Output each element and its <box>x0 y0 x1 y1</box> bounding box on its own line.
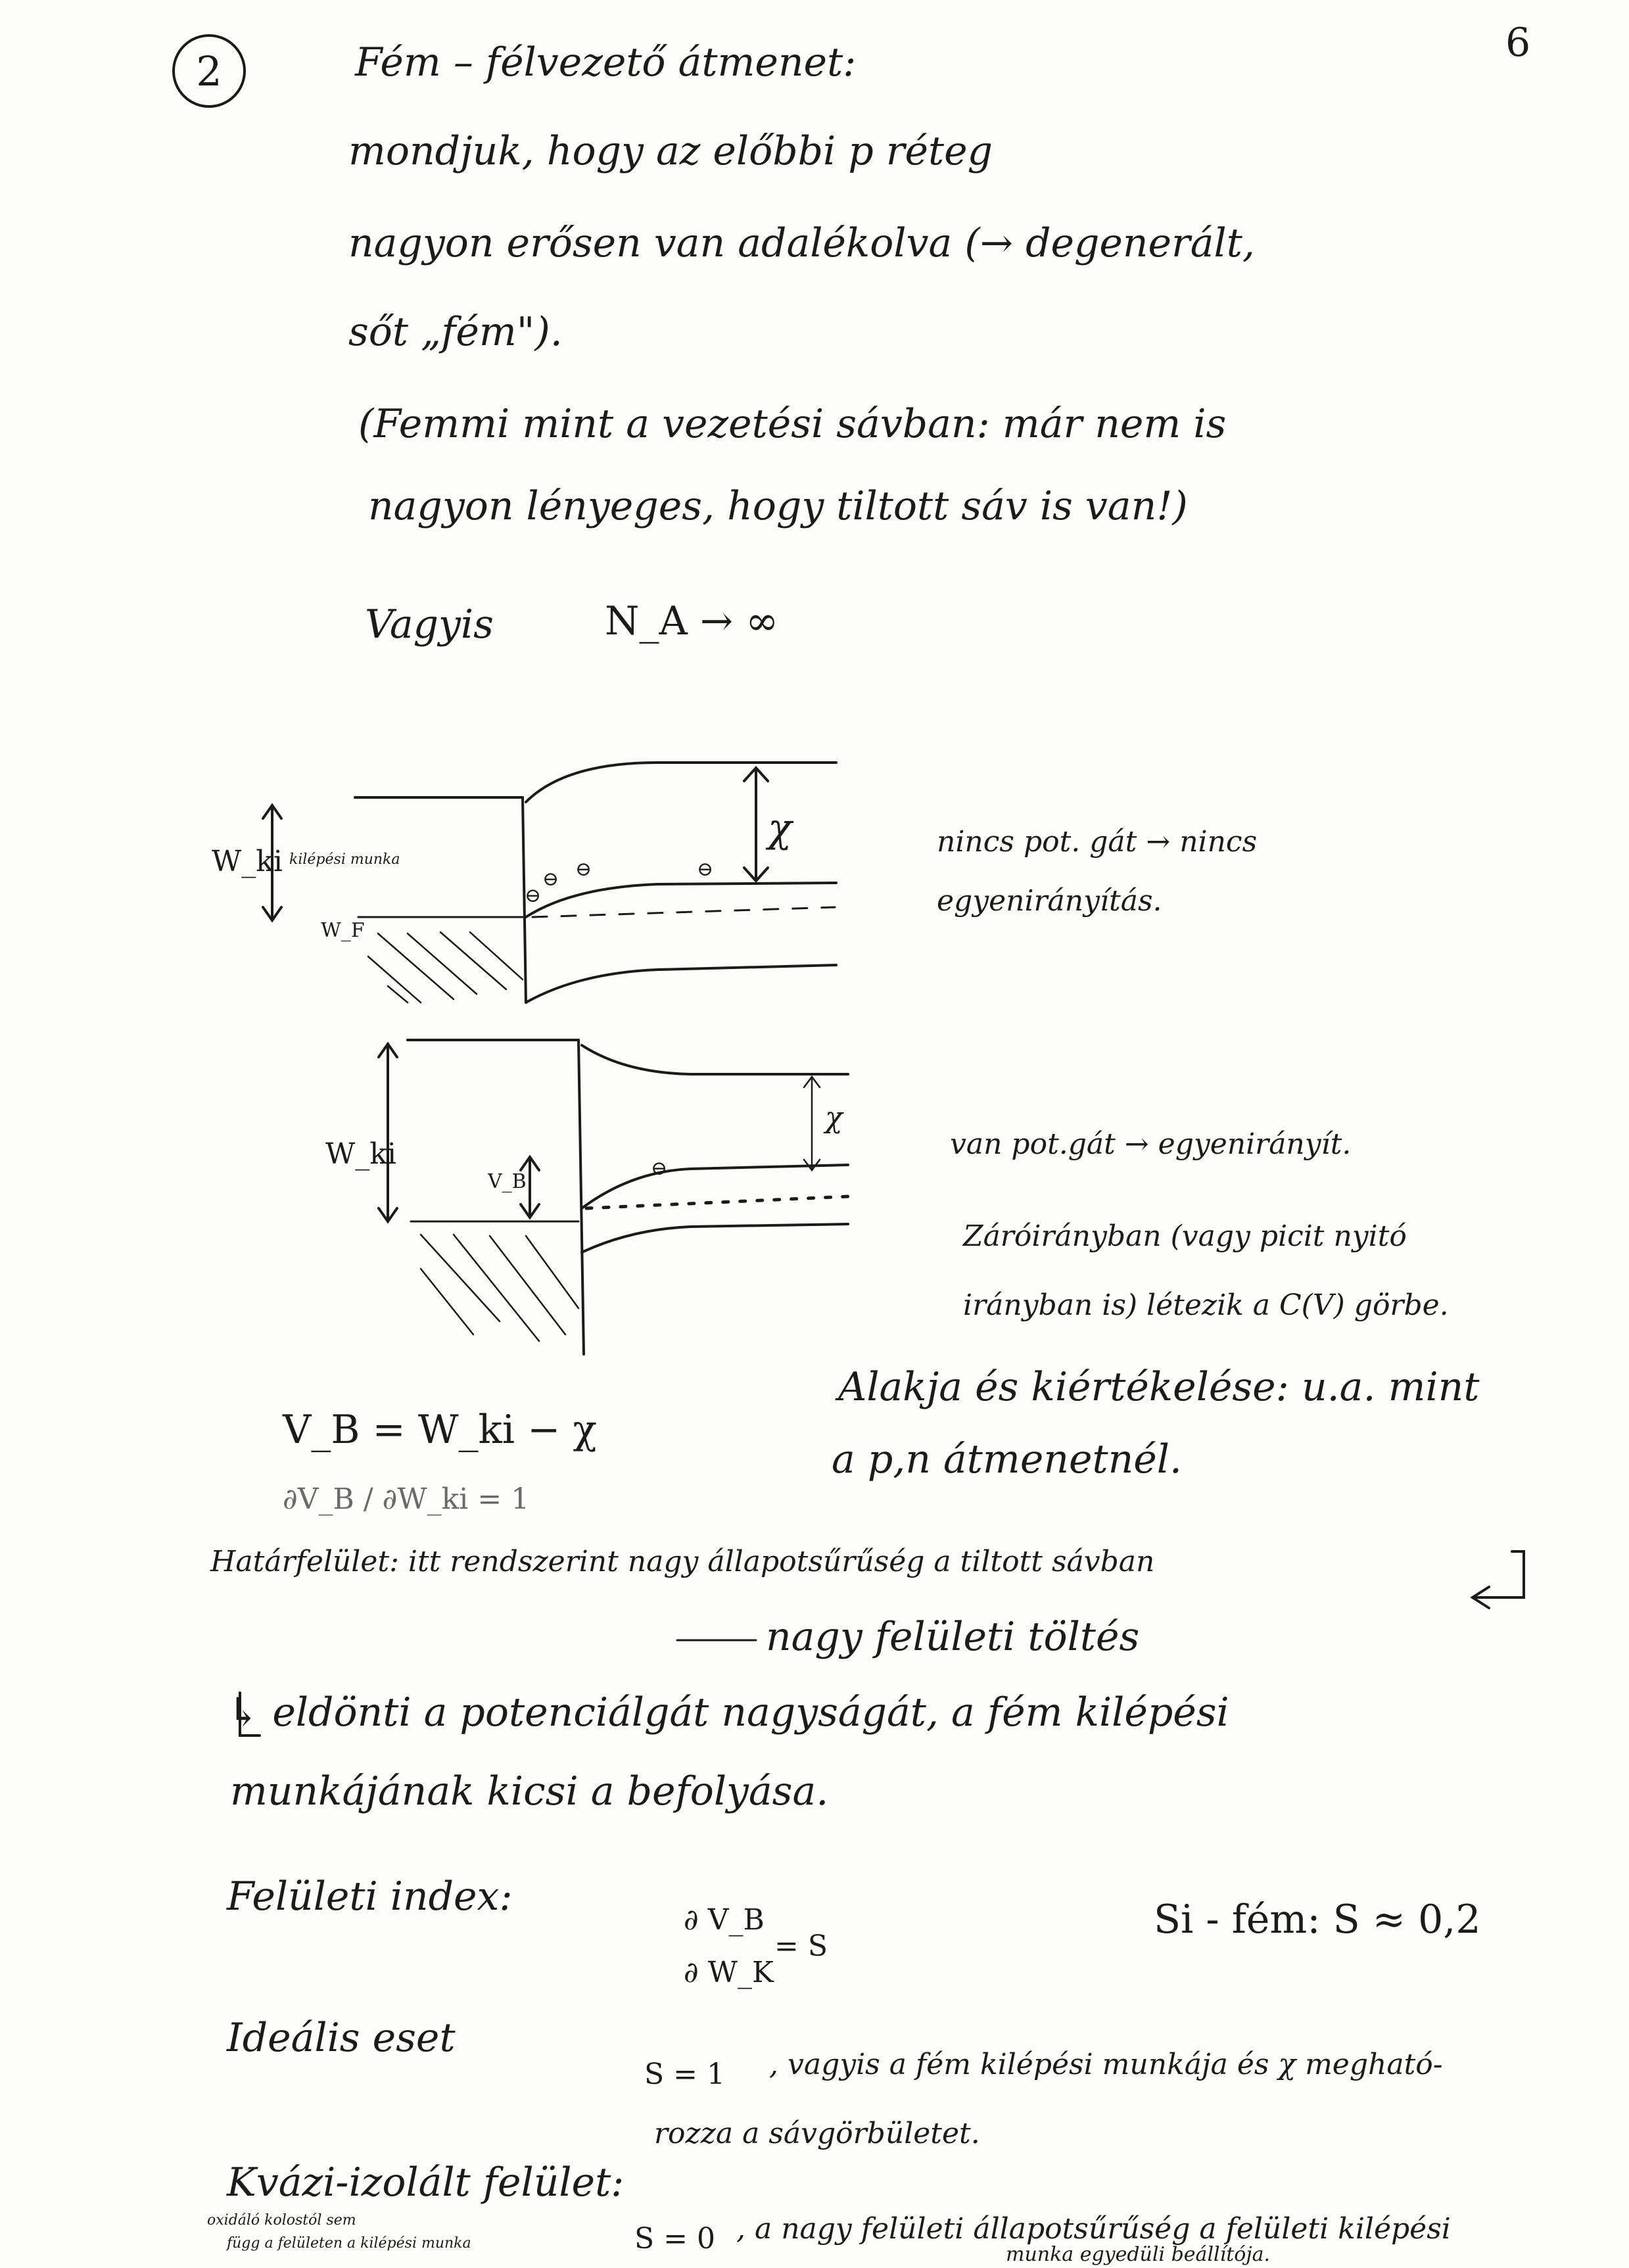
electron-2: ⊖ <box>542 868 559 891</box>
electron-1: ⊖ <box>525 884 542 907</box>
s-equals-0: S = 0 <box>634 2222 715 2256</box>
note-line-2: nagyon lényeges, hogy tiltott sáv is van!) <box>368 483 1188 529</box>
bottom-note: van pot.gát → egyenirányít. <box>950 1127 1352 1161</box>
bottom-band-diagram <box>379 1040 848 1354</box>
vb-label: V_B <box>488 1170 527 1193</box>
page-title: Fém – félvezető átmenet: <box>355 39 857 85</box>
alakja-line-2: a p,n átmenetnél. <box>832 1436 1182 1482</box>
electron-4: ⊖ <box>697 858 714 881</box>
alakja-line-1: Alakja és kiértékelése: u.a. mint <box>838 1364 1480 1410</box>
hatarfelulet-line-3: ↳ eldönti a potenciálgát nagyságát, a fém kilépési <box>227 1689 1229 1736</box>
intro-line-3: sőt „fém"). <box>348 309 563 355</box>
kilepesi-munka-label: kilépési munka <box>289 851 400 868</box>
kvazi-text-1: , a nagy felületi állapotsűrűség a felületi kilépési <box>736 2212 1451 2246</box>
electron-3: ⊖ <box>575 858 592 881</box>
section-number: 2 <box>172 34 246 108</box>
feluleti-index-label: Felületi index: <box>227 1874 513 1920</box>
page-number: 6 <box>1505 20 1531 66</box>
index-denominator: ∂ W_K <box>684 1956 774 1989</box>
kvazi-text-2: munka egyedüli beállítója. <box>1006 2243 1271 2266</box>
index-equals-s: = S <box>774 1929 828 1963</box>
bottom-electron: ⊖ <box>651 1157 668 1180</box>
bottom-wki-label: W_ki <box>325 1137 396 1171</box>
top-note-1: nincs pot. gát → nincs <box>937 825 1258 859</box>
intro-line-2: nagyon erősen van adalékolva (→ degenerált, <box>348 220 1255 266</box>
bottom-note-3: irányban is) létezik a C(V) görbe. <box>963 1288 1449 1322</box>
kvazi-label: Kvázi-izolált felület: <box>227 2160 625 2206</box>
bottom-note-2: Záróirányban (vagy picit nyitó <box>963 1219 1407 1253</box>
limit-expression: N_A → ∞ <box>605 598 779 644</box>
intro-line-1: mondjuk, hogy az előbbi p réteg <box>348 128 993 174</box>
bottom-chi-label: χ <box>825 1101 843 1135</box>
si-fem-value: Si - fém: S ≈ 0,2 <box>1154 1897 1481 1943</box>
idealis-text-1: , vagyis a fém kilépési munkája és χ megható- <box>769 2048 1443 2081</box>
vagyis-label: Vagyis <box>365 602 494 648</box>
top-wki-label: W_ki <box>212 845 283 878</box>
note-line-1: (Femmi mint a vezetési sávban: már nem is <box>358 401 1227 447</box>
idealis-label: Ideális eset <box>227 2015 456 2061</box>
vb-formula: V_B = W_ki − χ <box>283 1407 597 1453</box>
hatarfelulet-line-2: nagy felületi töltés <box>766 1614 1140 1660</box>
kvazi-small-2: függ a felületen a kilépési munka <box>227 2235 471 2252</box>
hatarfelulet-line-4: munkájának kicsi a befolyása. <box>230 1768 829 1814</box>
idealis-text-2: rozza a sávgörbületet. <box>654 2117 980 2150</box>
hatarfelulet-line-1: Határfelület: itt rendszerint nagy állapotsűrűség a tiltott sávban <box>210 1545 1155 1578</box>
top-chi-label: χ <box>768 805 792 851</box>
index-numerator: ∂ V_B <box>684 1903 765 1937</box>
s-equals-1: S = 1 <box>644 2058 725 2091</box>
derivative-formula: ∂V_B / ∂W_ki = 1 <box>283 1482 530 1516</box>
wf-label: W_F <box>321 919 365 942</box>
top-note-2: egyenirányítás. <box>937 884 1162 918</box>
kvazi-small-1: oxidáló kolostól sem <box>207 2212 356 2229</box>
